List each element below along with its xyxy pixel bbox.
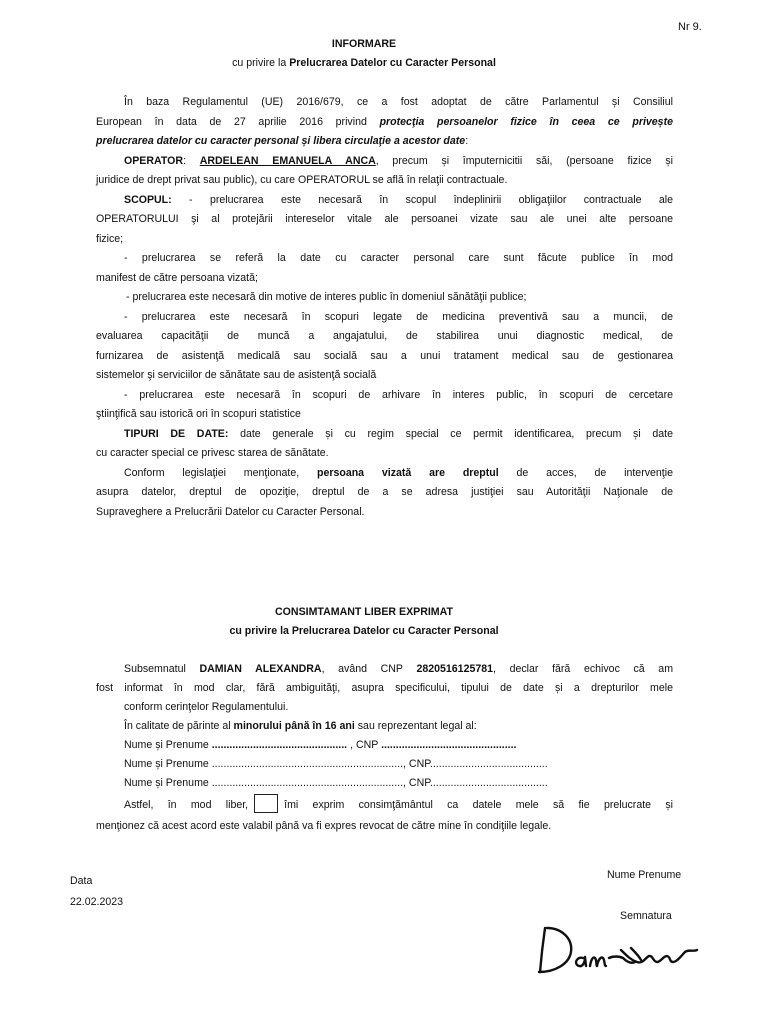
scope-line9: furnizarea de asistenţă medicală sau socială sau a unui tratament medical sau de gestionarea: [96, 349, 673, 362]
scope-line8: evaluarea capacităţii de muncă a angajatului, de stabilirea unui diagnostic medical, de: [96, 330, 673, 342]
info-subtitle: [0, 57, 728, 69]
minor-row-3: Nume și Prenume ................................................................., CNP........................................: [124, 777, 548, 789]
signature-label: Semnatura: [620, 910, 672, 922]
handwritten-signature: [535, 922, 705, 982]
consent-line2: fost informat în mod clar, fără ambiguităţi, asupra specificului, tipului de date și a drepturilor mele: [96, 682, 673, 694]
consent-line3: conform cerinţelor Regulamentului.: [124, 701, 289, 713]
info-p1-line3: prelucrarea datelor cu caracter personal și libera circulaţie a acestor date:: [96, 135, 469, 147]
scope-line1: SCOPUL: - prelucrarea este necesară în scopul îndeplinirii obligaţiilor contractuale ale: [124, 193, 673, 206]
scope-line5: manifest de către persoana vizată;: [96, 271, 258, 284]
consent-name: DAMIAN ALEXANDRA: [199, 663, 322, 675]
info-subtitle-prefix: cu privire la: [232, 57, 290, 69]
types-line1: TIPURI DE DATE: date generale și cu regim special ce permit identificarea, precum și date: [124, 427, 673, 440]
rights-line3: Supraveghere a Prelucrării Datelor cu Caracter Personal.: [96, 505, 365, 518]
free-consent: [96, 794, 673, 837]
date-value: 22.02.2023: [70, 896, 124, 908]
free-consent-line1: Astfel, în mod liber, îmi exprim consimţământul ca datele mele să fie prelucrate și: [96, 794, 673, 816]
scope-line3: fizice;: [96, 232, 124, 245]
consent-body: [96, 660, 673, 717]
operator-line1: OPERATOR: ARDELEAN EMANUELA ANCA, precum și împuternicitii săi, (persoane fizice și: [124, 154, 673, 167]
document-number: Nr 9.: [678, 21, 702, 33]
scope-line11: - prelucrarea este necesară în scopuri de arhivare în interes public, în scopuri de cercetare: [124, 388, 673, 401]
name-label: Nume Prenume: [607, 869, 682, 881]
rights-line1: Conform legislaţiei menţionate, persoana vizată are dreptul de acces, de intervenţie: [124, 466, 674, 479]
scope-line10: sistemelor şi serviciilor de sănătate sau de asistenţă socială: [96, 369, 377, 381]
scope-line2: OPERATORULUI şi al protejării intereselor vitale ale persoanei vizate sau ale unei alte persoane: [96, 213, 673, 225]
scope-line6: - prelucrarea este necesară din motive de interes public în domeniul sănătăţii publice;: [126, 291, 527, 303]
minor-line: În calitate de părinte al minorului până în 16 ani sau reprezentant legal al:: [124, 720, 477, 732]
info-subtitle-bold: Prelucrarea Datelor cu Caracter Personal: [289, 57, 496, 69]
consent-subtitle: cu privire la Prelucrarea Datelor cu Caracter Personal: [229, 625, 499, 637]
minor-row-1: Nume și Prenume .............................................. , CNP ..............................................: [124, 739, 517, 751]
info-p1-line2: European în data de 27 aprilie 2016 privind protecţia persoanelor fizice în ceea ce privește: [96, 115, 673, 128]
consent-title: CONSIMTAMANT LIBER EXPRIMAT: [275, 606, 453, 618]
info-body: [96, 93, 673, 522]
minor-row-2: Nume și Prenume ................................................................., CNP........................................: [124, 758, 548, 770]
operator-name: ARDELEAN EMANUELA ANCA: [199, 154, 376, 167]
rights-line2: asupra datelor, dreptul de opoziţie, dreptul de a se adresa justiţiei sau Autorităţii Naţionale de: [96, 486, 673, 498]
info-title: INFORMARE: [331, 38, 397, 50]
consent-checkbox[interactable]: [254, 794, 278, 813]
scope-line7: - prelucrarea este necesară în scopuri legate de medicina preventivă sau a muncii, de: [124, 310, 673, 323]
info-p1-line1: În baza Regulamentul (UE) 2016/679, ce a fost adoptat de către Parlamentul și Consiliul: [124, 96, 673, 108]
scope-line4: - prelucrarea se referă la date cu caracter personal care sunt făcute publice în mod: [124, 252, 673, 264]
free-consent-line2: menţionez că acest acord este valabil până va fi expres revocat de către mine în condiţiile legale.: [96, 820, 552, 832]
consent-line1: Subsemnatul DAMIAN ALEXANDRA, având CNP 2820516125781, declar fără echivoc că am: [124, 663, 674, 675]
date-label: Data: [70, 875, 93, 887]
operator-line2: juridice de drept privat sau public), cu care OPERATORUL se află în relaţii contractuale.: [96, 174, 508, 186]
consent-cnp: 2820516125781: [416, 663, 494, 675]
scope-line12: ştiinţifică sau istorică ori în scopuri statistice: [96, 408, 301, 420]
types-line2: cu caracter special ce privesc starea de sănătate.: [96, 447, 329, 459]
